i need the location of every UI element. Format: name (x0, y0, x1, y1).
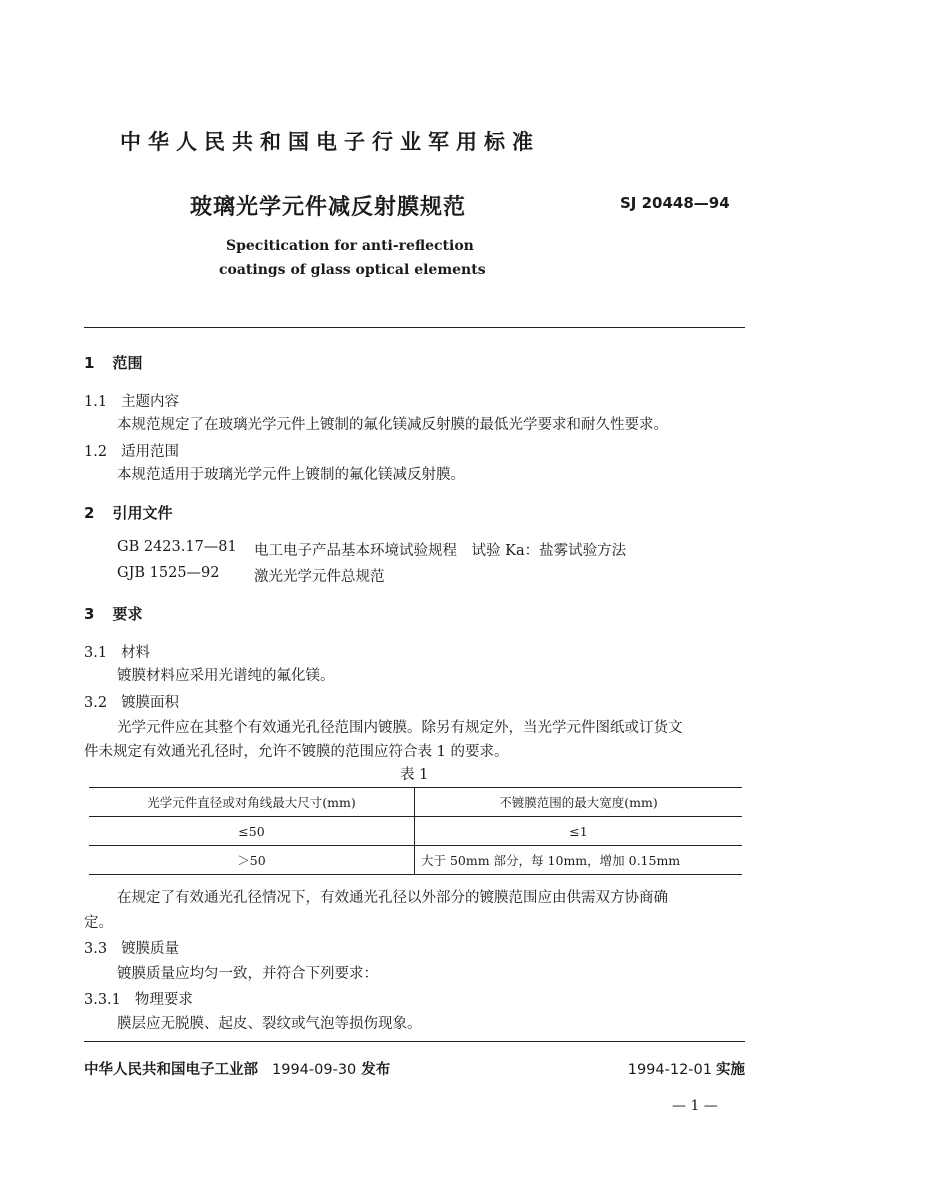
issuer-name: 中华人民共和国电子工业部 (84, 1062, 258, 1078)
section-title: 适用范围 (121, 444, 180, 460)
standard-org-title: 中华人民共和国电子行业军用标准 (120, 130, 540, 154)
section-3-2-heading (84, 691, 179, 712)
section-1-2-heading (84, 440, 179, 461)
footer-issuer (84, 1058, 390, 1079)
issue-label: 发布 (361, 1062, 391, 1078)
section-3-1-heading (84, 641, 150, 662)
table-row (89, 817, 742, 846)
section-number: 1.2 (84, 444, 108, 460)
footer-divider (84, 1041, 745, 1042)
section-title: 范围 (112, 354, 143, 372)
document-title-cn: 玻璃光学元件减反射膜规范 (190, 195, 467, 220)
section-title: 主题内容 (121, 394, 180, 410)
section-number: 3.1 (84, 645, 108, 661)
standard-code: SJ 20448—94 (620, 194, 730, 212)
section-title: 要求 (112, 605, 143, 623)
table-1 (89, 787, 742, 875)
issue-date: 1994-09-30 (272, 1062, 357, 1078)
table-row (89, 846, 742, 875)
table-header-cell: 不镀膜范围的最大宽度(mm) (415, 788, 743, 817)
section-3-3-1-text: 膜层应无脱膜、起皮、裂纹或气泡等损伤现象。 (117, 1016, 422, 1032)
section-title: 物理要求 (134, 992, 193, 1008)
section-number: 1 (84, 354, 95, 372)
section-3-2-text-line1: 光学元件应在其整个有效通光孔径范围内镀膜。除另有规定外，当光学元件图纸或订货文 (117, 720, 683, 736)
section-number: 3.3 (84, 941, 108, 957)
section-3-1-text: 镀膜材料应采用光谱纯的氟化镁。 (117, 668, 335, 684)
table-cell: ≤50 (89, 817, 415, 846)
section-3-2-after-line1: 在规定了有效通光孔径情况下，有效通光孔径以外部分的镀膜范围应由供需双方协商确 (117, 890, 668, 906)
section-2-heading (84, 502, 172, 523)
table-cell: 大于 50mm 部分，每 10mm，增加 0.15mm (415, 846, 743, 875)
document-title-en-line1: Specitication for anti-reflection (226, 238, 474, 254)
document-title-en-line2: coatings of glass optical elements (219, 262, 486, 278)
section-number: 2 (84, 504, 95, 522)
footer-effective (628, 1058, 745, 1079)
section-3-3-text: 镀膜质量应均匀一致，并符合下列要求： (117, 966, 378, 982)
section-title: 镀膜质量 (121, 941, 180, 957)
section-1-1-heading (84, 390, 179, 411)
reference-code: GB 2423.17—81 (117, 539, 237, 555)
section-number: 1.1 (84, 394, 108, 410)
reference-code: GJB 1525—92 (117, 565, 220, 581)
section-title: 材料 (121, 645, 151, 661)
table-cell: ≤1 (415, 817, 743, 846)
section-3-3-1-heading (84, 988, 193, 1009)
effective-label: 实施 (716, 1062, 745, 1078)
section-1-1-text: 本规范规定了在玻璃光学元件上镀制的氟化镁减反射膜的最低光学要求和耐久性要求。 (117, 417, 668, 433)
header-divider (84, 327, 745, 328)
section-number: 3 (84, 605, 95, 623)
section-number: 3.3.1 (84, 992, 121, 1008)
reference-description: 电工电子产品基本环境试验规程 试验 Ka：盐雾试验方法 (254, 543, 627, 559)
table-header-row (89, 788, 742, 817)
table-caption: 表 1 (400, 767, 429, 783)
section-3-3-heading (84, 937, 179, 958)
table-header-cell: 光学元件直径或对角线最大尺寸(mm) (89, 788, 415, 817)
section-3-2-after-line2: 定。 (84, 915, 113, 931)
section-number: 3.2 (84, 695, 108, 711)
table-cell: ＞50 (89, 846, 415, 875)
section-1-2-text: 本规范适用于玻璃光学元件上镀制的氟化镁减反射膜。 (117, 467, 465, 483)
section-3-2-text-line2: 件未规定有效通光孔径时，允许不镀膜的范围应符合表 1 的要求。 (84, 744, 509, 760)
reference-description: 激光光学元件总规范 (254, 569, 385, 585)
section-title: 引用文件 (112, 504, 173, 522)
section-1-heading (84, 352, 142, 373)
effective-date: 1994-12-01 (627, 1062, 712, 1078)
section-title: 镀膜面积 (121, 695, 180, 711)
page-number: — 1 — (672, 1098, 718, 1114)
section-3-heading (84, 603, 142, 624)
